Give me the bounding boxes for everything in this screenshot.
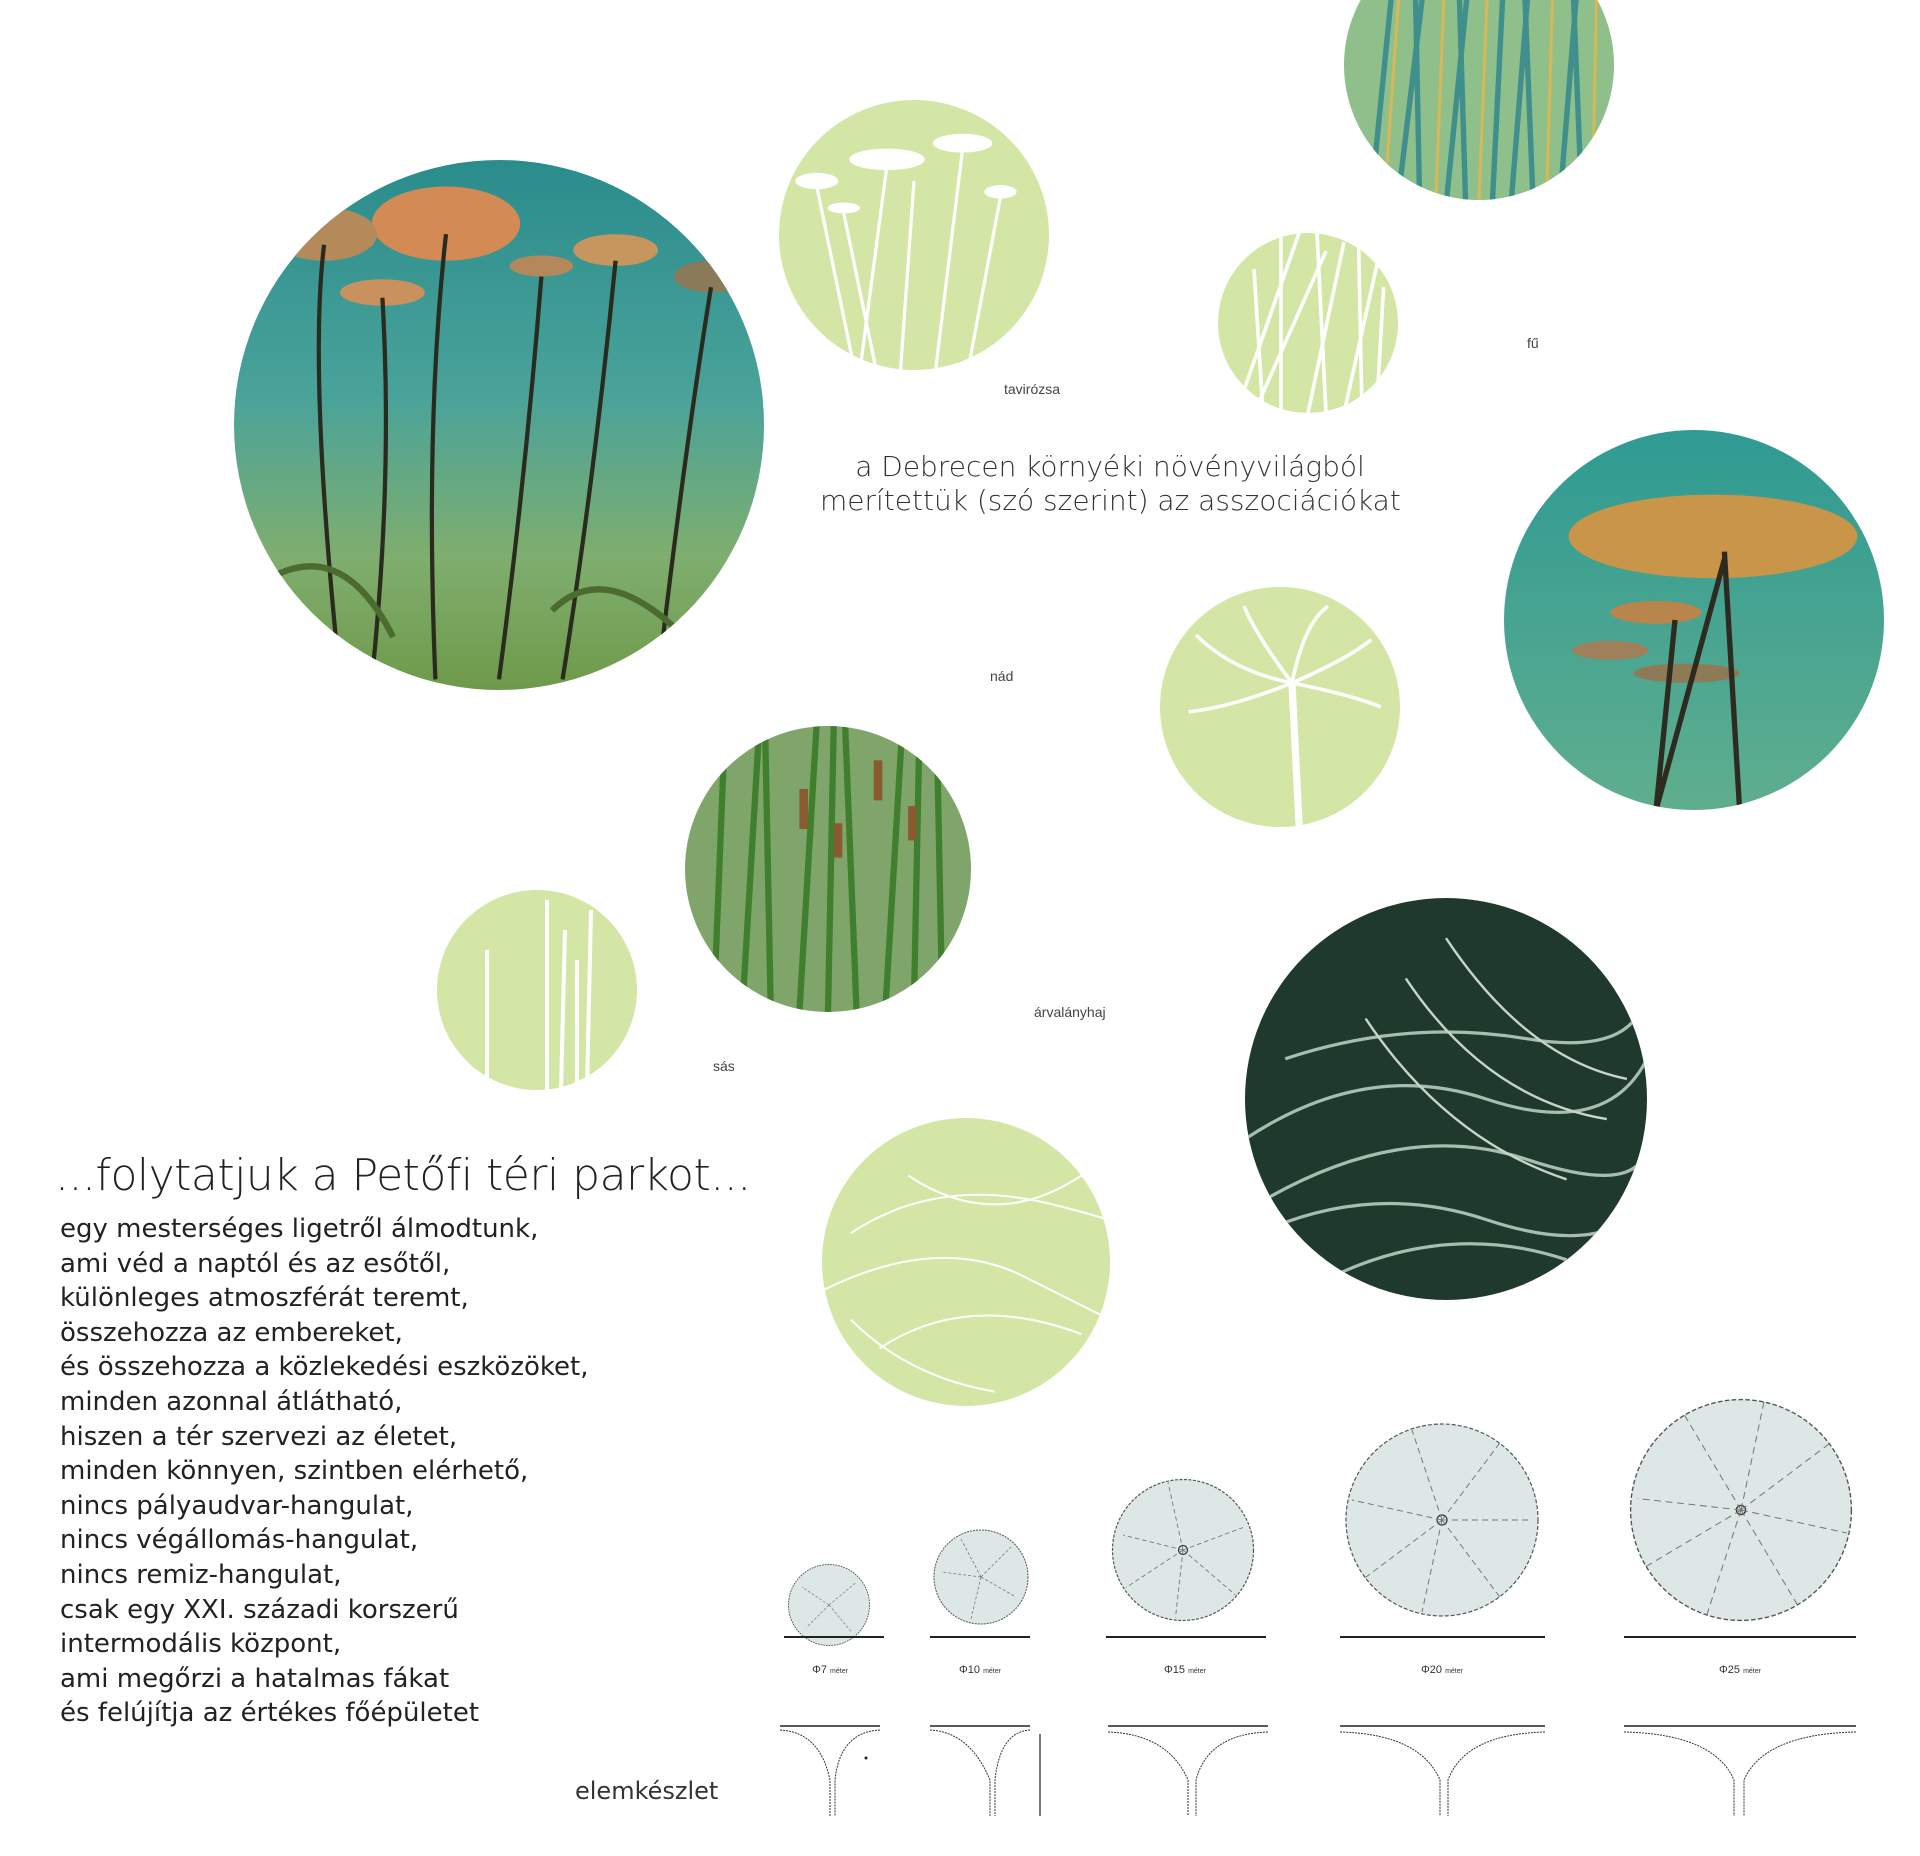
- caption-fu: fű: [1527, 335, 1539, 351]
- canopy-plan-25: [1626, 1395, 1856, 1625]
- poem-line: különleges atmoszférát teremt,: [60, 1283, 469, 1314]
- poem-line: ami véd a naptól és az esőtől,: [60, 1248, 451, 1279]
- dimension-unit: méter: [1445, 1668, 1463, 1675]
- dimension-unit: méter: [983, 1668, 1001, 1675]
- dimension-unit: méter: [1743, 1668, 1761, 1675]
- poem-line: minden könnyen, szintben elérhető,: [60, 1456, 529, 1487]
- waterlily-photo-right: [1504, 430, 1884, 810]
- dimension-value: Φ20: [1421, 1664, 1443, 1676]
- caption-tavirozsa: tavirózsa: [1004, 381, 1061, 397]
- caption-nad: nád: [990, 668, 1014, 684]
- dimension-label-20: [1392, 1664, 1492, 1676]
- feather-grass-photo: [1245, 898, 1647, 1300]
- ground-line: [1106, 1636, 1266, 1638]
- headline: ...folytatjuk a Petőfi téri parkot...: [55, 1150, 751, 1201]
- canopy-section-25: [1624, 1720, 1864, 1825]
- dimension-value: Φ7: [812, 1664, 827, 1676]
- poem-line: minden azonnal átlátható,: [60, 1386, 403, 1417]
- dimension-label-7: [780, 1664, 880, 1676]
- dimension-label-25: [1690, 1664, 1790, 1676]
- poem-line: csak egy XXI. századi korszerű: [60, 1594, 459, 1625]
- poem-line: és felújítja az értékes főépületet: [60, 1698, 480, 1729]
- poem-line: nincs remiz-hangulat,: [60, 1559, 342, 1590]
- poem-line: intermodális központ,: [60, 1629, 342, 1660]
- waterlily-underwater-photo: [234, 160, 764, 690]
- canopy-section-15: [1108, 1720, 1278, 1825]
- cattail-photo: [685, 726, 971, 1012]
- poem-line: hiszen a tér szervezi az életet,: [60, 1421, 458, 1452]
- feather-grass-silhouette: [822, 1118, 1110, 1406]
- canopy-plan-20: [1342, 1420, 1542, 1620]
- ground-line: [930, 1636, 1030, 1638]
- poem-line: ami megőrzi a hatalmas fákat: [60, 1663, 450, 1694]
- dimension-value: Φ10: [959, 1664, 981, 1676]
- dimension-unit: méter: [1188, 1668, 1206, 1675]
- ground-line: [784, 1636, 884, 1638]
- poem: [60, 1212, 588, 1731]
- dimension-label-10: [930, 1664, 1030, 1676]
- canopy-section-20: [1340, 1720, 1550, 1825]
- caption-arvalanyhaj: árvalányhaj: [1034, 1004, 1106, 1020]
- poem-line: összehozza az embereket,: [60, 1317, 403, 1348]
- poem-line: nincs végállomás-hangulat,: [60, 1525, 419, 1556]
- intro-line-1: a Debrecen környéki növényvilágból: [855, 450, 1365, 483]
- dimension-unit: méter: [830, 1668, 848, 1675]
- caption-sas: sás: [713, 1058, 735, 1074]
- dimension-label-15: [1135, 1664, 1235, 1676]
- ground-line: [1340, 1636, 1545, 1638]
- kit-label: elemkészlet: [575, 1777, 719, 1805]
- intro-line-2: merítettük (szó szerint) az asszociációkat: [820, 484, 1401, 517]
- reed-silhouette: [1160, 587, 1400, 827]
- sedge-silhouette: [437, 890, 637, 1090]
- grass-photo: [1344, 0, 1614, 200]
- dimension-value: Φ15: [1164, 1664, 1186, 1676]
- poem-line: egy mesterséges ligetről álmodtunk,: [60, 1214, 539, 1244]
- intro-text: [820, 450, 1400, 518]
- poem-line: nincs pályaudvar-hangulat,: [60, 1490, 414, 1521]
- waterlily-silhouette: [779, 100, 1049, 370]
- dimension-value: Φ25: [1719, 1664, 1741, 1676]
- grass-silhouette: [1218, 233, 1398, 413]
- canopy-plan-15: [1108, 1475, 1258, 1625]
- poem-line: és összehozza a közlekedési eszközöket,: [60, 1352, 589, 1383]
- canopy-section-10: [930, 1720, 1050, 1825]
- canopy-section-7: [780, 1720, 890, 1825]
- canopy-plan-10: [931, 1527, 1031, 1627]
- ground-line: [1624, 1636, 1856, 1638]
